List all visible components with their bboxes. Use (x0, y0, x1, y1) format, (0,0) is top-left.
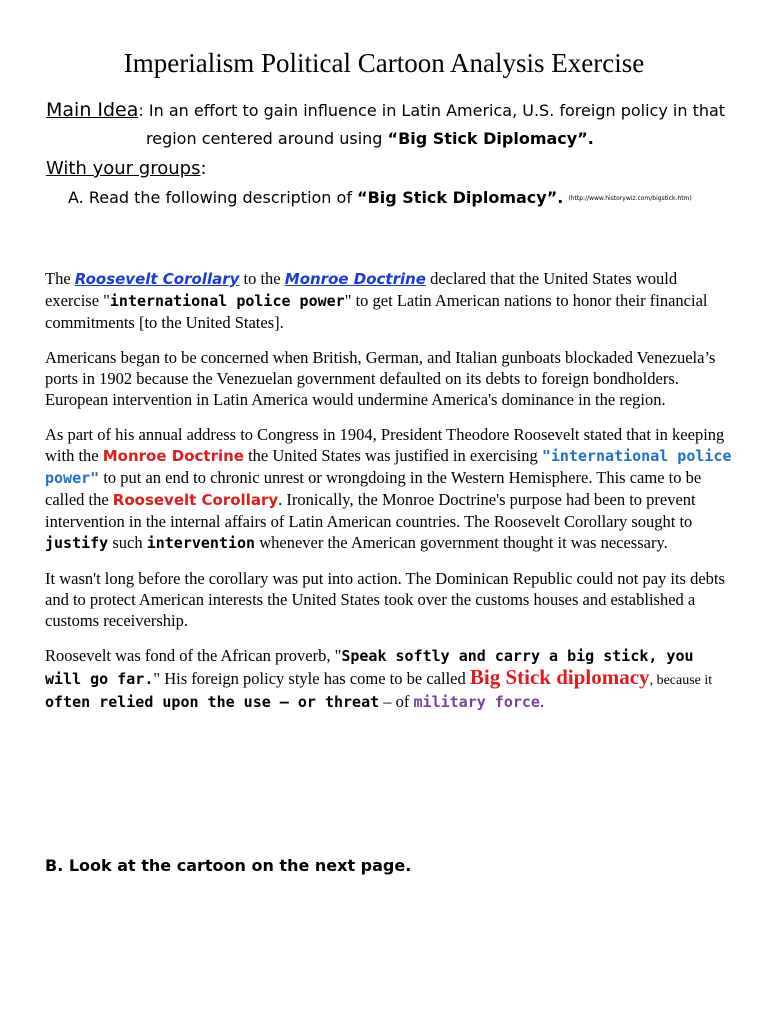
paragraph-3 (45, 424, 735, 554)
big-stick-heading: Big Stick diplomacy (469, 665, 650, 689)
text: to put an end to chronic unrest or wrongdoing in the Western Hemisphere. This came to be called the (45, 468, 702, 509)
red-highlight: Roosevelt Corollary (112, 491, 279, 509)
main-idea-label: Main Idea (46, 99, 139, 121)
step-a-text: A. Read the following description of (68, 188, 358, 207)
purple-highlight: military force (413, 693, 540, 711)
monroe-doctrine-link[interactable]: Monroe Doctrine (284, 270, 426, 288)
step-a (68, 188, 692, 207)
step-b: B. Look at the cartoon on the next page. (45, 856, 412, 875)
main-idea-emphasis: “Big Stick Diplomacy”. (387, 129, 594, 148)
text: such (108, 533, 147, 552)
step-a-source: (http://www.historywiz.com/bigstick.htm) (568, 195, 692, 202)
text: The (45, 269, 75, 288)
main-idea-colon: : (138, 101, 144, 120)
text: to the (239, 269, 285, 288)
main-idea-text-2: region centered around using (146, 129, 388, 148)
groups-label: With your groups (46, 158, 201, 179)
text: Roosevelt was fond of the African proverb, " (45, 646, 342, 665)
groups-heading (46, 158, 207, 179)
paragraph-2: Americans began to be concerned when British, German, and Italian gunboats blockaded Venezuela’s ports in 1902 because the Venezuelan government defaulted on its debts to foreign bondholders. European intervention in Latin America would undermine America's dominance in the region. (45, 348, 716, 409)
text: , because it (649, 673, 713, 688)
roosevelt-corollary-link[interactable]: Roosevelt Corollary (74, 270, 240, 288)
text: " His foreign policy style has come to be called (153, 669, 470, 688)
main-idea (46, 96, 736, 153)
blue-highlight: "international police power" (45, 447, 732, 487)
red-highlight: Monroe Doctrine (102, 447, 244, 465)
groups-colon: : (200, 158, 207, 179)
step-a-bold: “Big Stick Diplomacy”. (357, 188, 564, 207)
text: As part of his annual address to Congress in 1904, President Theodore Roosevelt stated that in keeping with the (45, 425, 725, 465)
text: . Ironically, the Monroe Doctrine's purpose had been to prevent intervention in the internal affairs of Latin American countries. The Roosevelt Corollary sought to (45, 490, 696, 531)
bold-text: intervention (146, 534, 256, 552)
main-idea-text-1: In an effort to gain influence in Latin America, U.S. foreign policy in that (143, 101, 726, 120)
bold-text: international police power (109, 292, 345, 310)
description-body (45, 268, 735, 727)
paragraph-4: It wasn't long before the corollary was put into action. The Dominican Republic could not pay its debts and to protect American interests the United States took over the customs houses and established a customs receivership. (45, 569, 725, 630)
text: – of (379, 692, 414, 711)
bold-text: justify (45, 534, 109, 552)
main-idea-line-2 (46, 125, 736, 153)
paragraph-5 (45, 645, 735, 713)
page-title: Imperialism Political Cartoon Analysis Exercise (123, 48, 645, 78)
text: declared that the United States would exercise " (45, 269, 678, 310)
text: the United States was justified in exercising (243, 446, 542, 465)
text: whenever the American government thought it was necessary. (255, 533, 668, 552)
bold-text: often relied upon the use – or threat (45, 693, 380, 711)
text: " to get Latin American nations to honor their financial commitments [to the United States]. (45, 291, 708, 332)
bold-text: Speak softly and carry a big stick, you will go far. (45, 647, 694, 688)
paragraph-1 (45, 268, 735, 333)
text: . (539, 692, 545, 711)
